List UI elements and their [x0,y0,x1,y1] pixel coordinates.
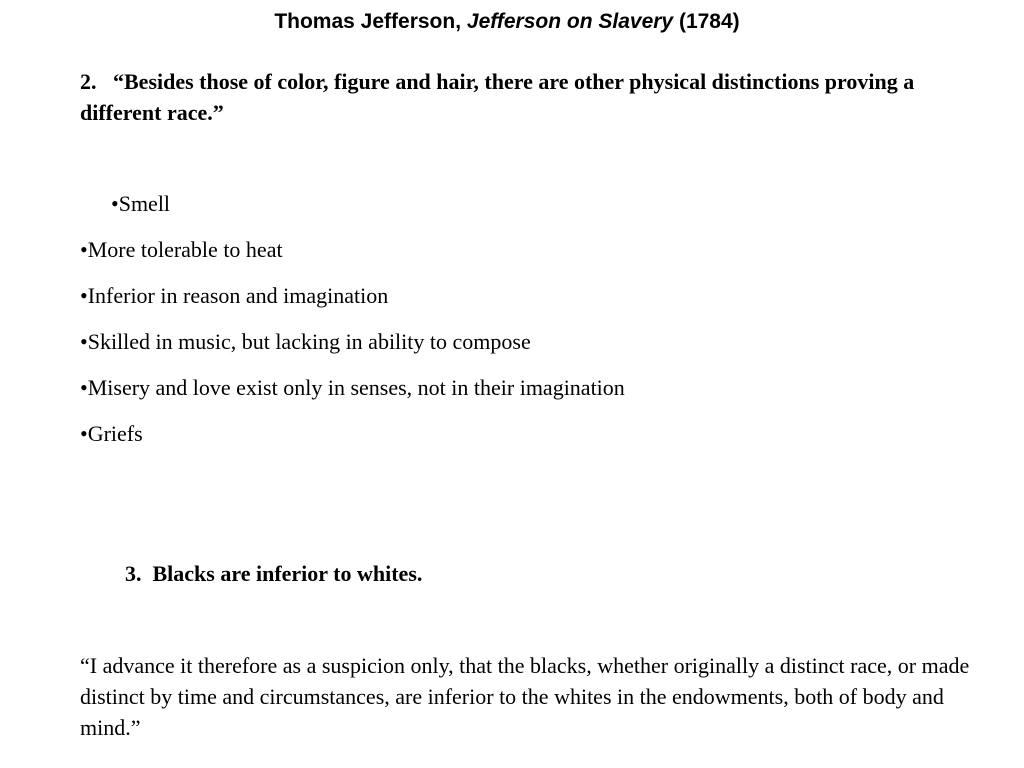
bullet-item [80,281,980,327]
bullet-icon: • [80,237,88,262]
bullet-item [80,235,980,281]
bullet-icon: • [80,421,88,446]
bullet-icon: • [80,283,88,308]
bullet-text: More tolerable to heat [87,237,283,262]
point-2-heading [80,66,980,128]
point-3-heading [125,559,422,589]
bullet-text: Smell [118,191,171,216]
bullet-text: Inferior in reason and imagination [87,283,389,308]
bullet-item [80,419,980,465]
title-year: (1784) [678,10,740,33]
bullet-item [80,327,980,373]
bullet-icon: • [111,191,119,216]
jefferson-quote: “I advance it therefore as a suspicion only, that the blacks, whether originally a distinct race, or made distinct by time and circumstances, are inferior to the whites in the endowments, both of body and mind.” [80,653,970,740]
slide-title [0,8,1014,36]
title-work: Jefferson on Slavery [466,10,674,33]
bullet-text: Misery and love exist only in senses, not in their imagination [87,375,625,400]
point-3-text: Blacks are inferior to whites. [152,561,423,586]
bullet-icon: • [80,329,88,354]
title-author: Thomas Jefferson, [274,10,462,33]
bullet-text: Skilled in music, but lacking in ability to compose [87,329,531,354]
bullet-list [80,189,980,465]
bullet-item [80,373,980,419]
point-3-number: 3. [125,561,142,586]
point-2-number: 2. [80,69,97,94]
bullet-icon: • [80,375,88,400]
bullet-item [80,189,980,235]
point-2-text: “Besides those of color, figure and hair, there are other physical distinctions proving a different race.” [80,69,915,125]
bullet-text: Griefs [87,421,143,446]
